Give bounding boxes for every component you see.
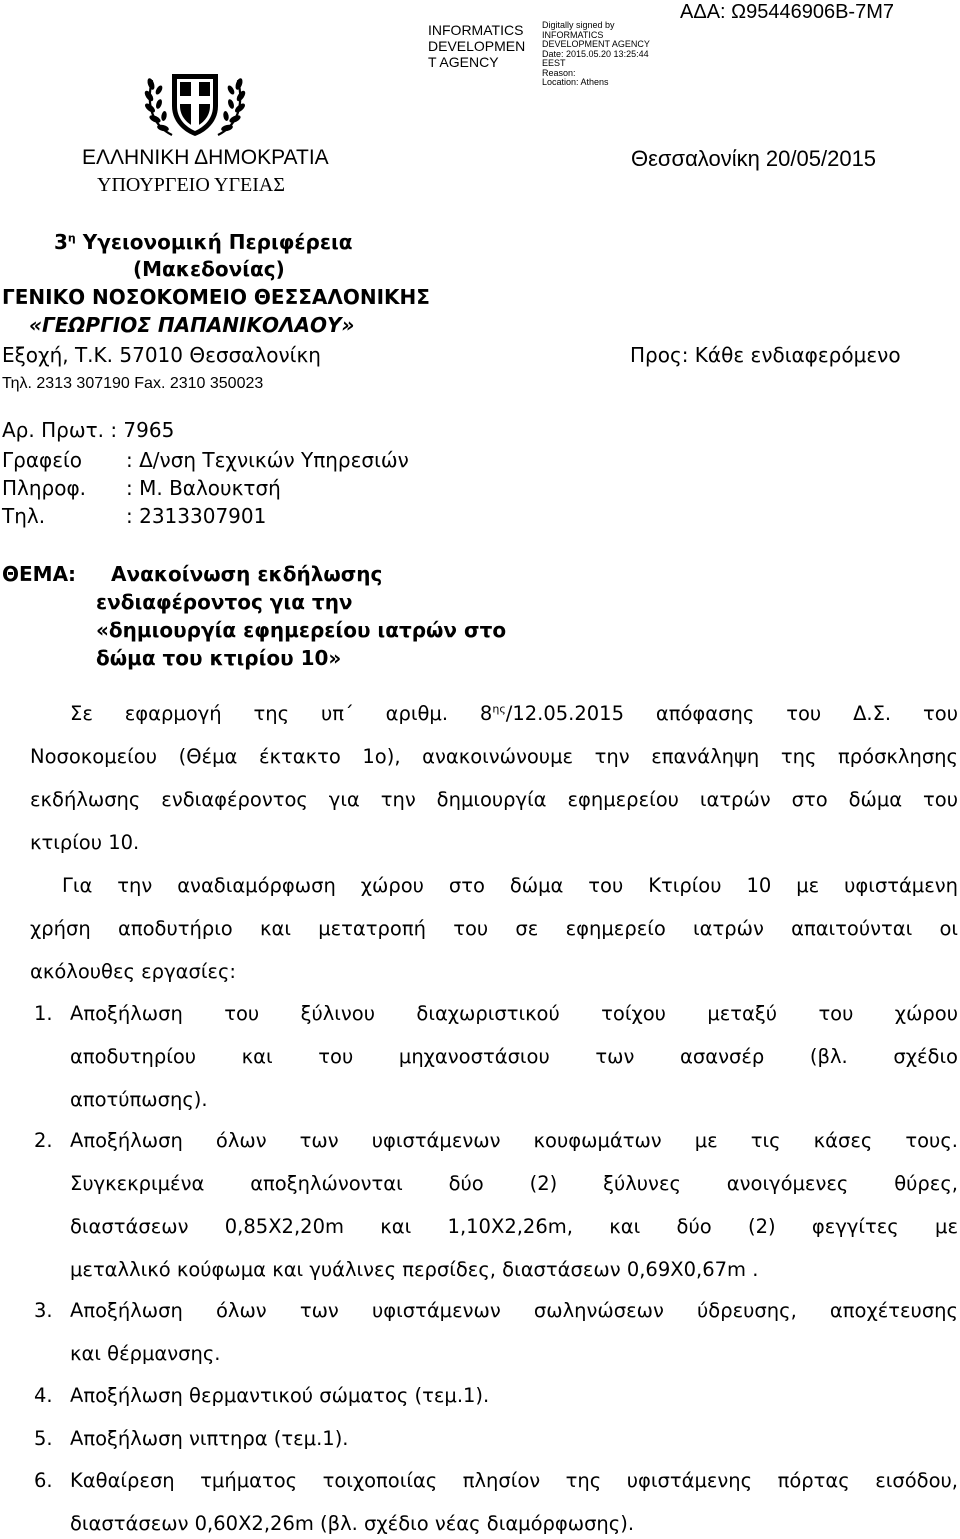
list-item-number: 6. bbox=[34, 1469, 53, 1492]
list-item-line: Αποξήλωση όλων των υφιστάμενων κουφωμάτων με τις κάσες τους. bbox=[70, 1129, 958, 1152]
body-line: κτιρίου 10. bbox=[30, 831, 140, 854]
signer-name-line-2: DEVELOPMEN bbox=[428, 38, 526, 54]
subject-line: «δημιουργία εφημερείου ιατρών στο bbox=[96, 618, 507, 642]
body-line: ακόλουθες εργασίες: bbox=[30, 960, 236, 983]
ministry-title: ΥΠΟΥΡΓΕΙΟ ΥΓΕΙΑΣ bbox=[97, 174, 286, 196]
signature-detail: EEST bbox=[542, 58, 566, 68]
info-label: Πληροφ. bbox=[2, 476, 87, 500]
signature-detail: Date: 2015.05.20 13:25:44 bbox=[542, 48, 649, 59]
body-line: Για την αναδιαμόρφωση χώρου στο δώμα του Κτιρίου 10 με υφιστάμενη bbox=[62, 874, 958, 897]
subject-line: Ανακοίνωση εκδήλωσης bbox=[111, 562, 383, 586]
list-item-line: Καθαίρεση τμήματος τοιχοποιίας πλησίον της υφιστάμενης πόρτας εισόδου, bbox=[70, 1469, 958, 1492]
info-value: : Μ. Βαλουκτσή bbox=[126, 476, 281, 500]
list-item-number: 2. bbox=[34, 1129, 53, 1152]
list-item-line: διαστάσεων 0,85Χ2,20m και 1,10Χ2,26m, και δύο (2) φεγγίτες με bbox=[70, 1215, 958, 1238]
subject-label: ΘΕΜΑ: bbox=[2, 562, 77, 586]
list-item-line: διαστάσεων 0,60Χ2,26m (βλ. σχέδιο νέας διαμόρφωσης). bbox=[70, 1512, 635, 1535]
ada-code: ΑΔΑ: Ω95446906Β-7Μ7 bbox=[680, 1, 894, 23]
signature-detail: Reason: bbox=[542, 67, 576, 78]
list-item-line: Αποξήλωση νιπτηρα (τεμ.1). bbox=[70, 1427, 349, 1450]
list-item-line: μεταλλικό κούφωμα και γυάλινες περσίδες, διαστάσεων 0,69Χ0,67m . bbox=[70, 1258, 759, 1281]
list-item-line: αποτύπωσης). bbox=[70, 1088, 208, 1111]
list-item-line: αποδυτηρίου και του μηχανοστάσιου των ασανσέρ (βλ. σχέδιο bbox=[70, 1045, 958, 1068]
office-value: : Δ/νση Τεχνικών Υπηρεσιών bbox=[126, 448, 409, 472]
hospital-name: «ΓΕΩΡΓΙΟΣ ΠΑΠΑΝΙΚΟΛΑΟΥ» bbox=[29, 313, 355, 337]
hospital-address: Εξοχή, Τ.Κ. 57010 Θεσσαλονίκη bbox=[2, 343, 321, 367]
body-line: Σε εφαρμογή της υπ΄ αριθμ. $8^{\eta\varsigma}/12.05.2015$ απόφασης του Δ.Σ. του bbox=[70, 702, 958, 725]
ada-box bbox=[672, 0, 960, 26]
signature-detail: DEVELOPMENT AGENCY bbox=[542, 39, 650, 49]
list-item-number: 5. bbox=[34, 1427, 53, 1450]
signature-detail: Digitally signed by bbox=[542, 20, 615, 30]
list-item-number: 3. bbox=[34, 1299, 53, 1322]
list-item-line: Αποξήλωση του ξύλινου διαχωριστικού τοίχου μεταξύ του χώρου bbox=[70, 1002, 958, 1025]
subject-line: ενδιαφέροντος για την bbox=[96, 590, 353, 614]
signer-name-line-1: INFORMATICS bbox=[428, 22, 524, 38]
republic-title: ΕΛΛΗΝΙΚΗ ΔΗΜΟΚΡΑΤΙΑ bbox=[82, 146, 329, 169]
hospital-phones: Τηλ. 2313 307190 Fax. 2310 350023 bbox=[2, 375, 264, 392]
subject-line: δώμα του κτιρίου 10» bbox=[96, 646, 342, 670]
body-line: Νοσοκομείου (Θέμα έκτακτο 1ο), ανακοινώνουμε την επανάληψη της πρόσκλησης bbox=[30, 745, 958, 768]
list-item-number: 4. bbox=[34, 1384, 53, 1407]
tel-label: Τηλ. bbox=[2, 504, 46, 528]
signature-detail: Location: Athens bbox=[542, 77, 609, 87]
signer-name-line-3: T AGENCY bbox=[428, 54, 499, 70]
protocol-number: Αρ. Πρωτ. : 7965 bbox=[2, 418, 175, 442]
list-item-number: 1. bbox=[34, 1002, 53, 1025]
body-line: εκδήλωσης ενδιαφέροντος για την δημιουργία εφημερείου ιατρών στο δώμα του bbox=[30, 788, 958, 811]
body-line: χρήση αποδυτήριο και μετατροπή του σε εφημερείο ιατρών απαιτούνται οι bbox=[30, 917, 958, 940]
list-item-line: Αποξήλωση όλων των υφιστάμενων σωληνώσεων ύδρευσης, αποχέτευσης bbox=[70, 1299, 958, 1322]
signature-detail: INFORMATICS bbox=[542, 29, 604, 40]
recipient: Προς: Κάθε ενδιαφερόμενο bbox=[630, 343, 901, 367]
health-region: $3^\eta$ Υγειονομική Περιφέρεια bbox=[54, 230, 353, 254]
health-region-area: (Μακεδονίας) bbox=[133, 257, 285, 281]
list-item-line: Αποξήλωση θερμαντικού σώματος (τεμ.1). bbox=[70, 1384, 490, 1407]
hospital-title: ΓΕΝΙΚΟ ΝΟΣΟΚΟΜΕΙΟ ΘΕΣΣΑΛΟΝΙΚΗΣ bbox=[2, 285, 430, 309]
office-label: Γραφείο bbox=[2, 448, 83, 472]
place-date: Θεσσαλονίκη 20/05/2015 bbox=[631, 146, 877, 171]
list-item-line: Συγκεκριμένα αποξηλώνονται δύο (2) ξύλυνες ανοιγόμενες θύρες, bbox=[70, 1172, 958, 1195]
coat-of-arms-icon bbox=[142, 60, 248, 142]
tel-value: : 2313307901 bbox=[126, 504, 267, 528]
list-item-line: και θέρμανσης. bbox=[70, 1342, 221, 1365]
